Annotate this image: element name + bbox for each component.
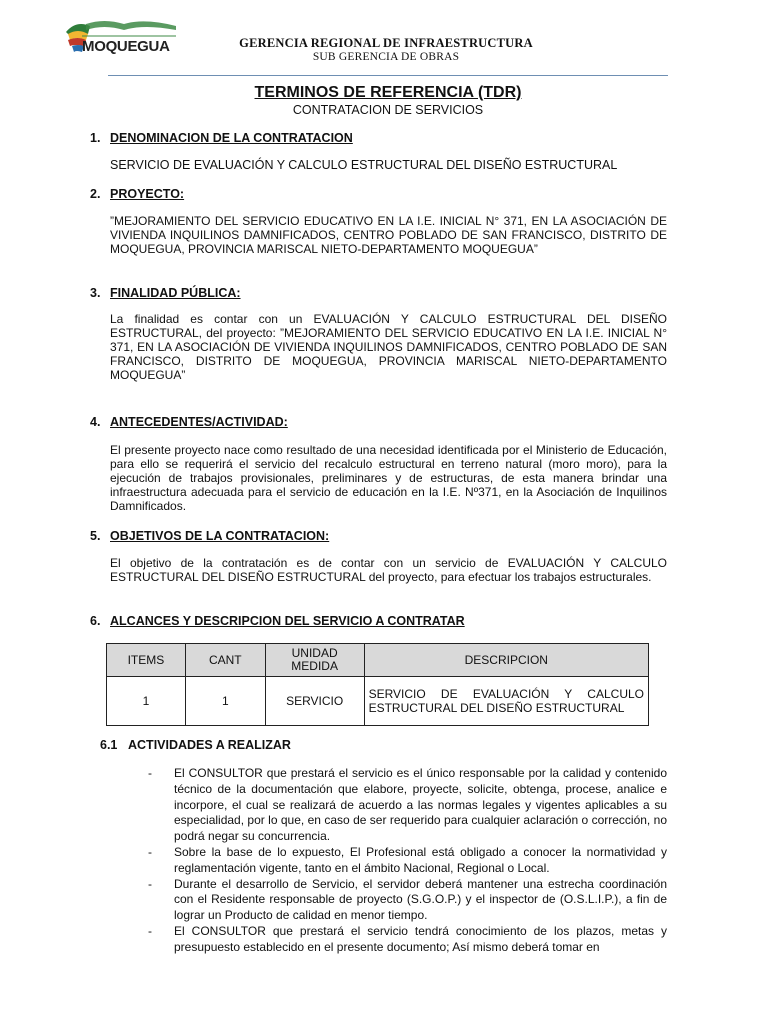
- list-item: [148, 924, 667, 956]
- bullet-dash-icon: -: [148, 766, 152, 780]
- section-2-heading: [90, 187, 184, 201]
- table-cell: SERVICIO: [265, 677, 364, 726]
- section-number: 1.: [90, 131, 101, 145]
- services-table: [106, 643, 649, 726]
- document-subtitle: CONTRATACION DE SERVICIOS: [292, 103, 484, 117]
- document-title: TERMINOS DE REFERENCIA (TDR): [254, 84, 522, 101]
- section-number: 6.: [90, 614, 101, 628]
- logo-text: MOQUEGUA: [82, 38, 170, 55]
- section-3-heading: [90, 286, 241, 300]
- table-header-cell: ITEMS: [107, 644, 186, 677]
- subsection-number: 6.1: [100, 738, 118, 752]
- table-header-cell: DESCRIPCION: [364, 644, 648, 677]
- section-number: 3.: [90, 286, 101, 300]
- section-1-body: SERVICIO DE EVALUACIÓN Y CALCULO ESTRUCTURAL DEL DISEÑO ESTRUCTURAL: [110, 158, 618, 172]
- section-title: FINALIDAD PÚBLICA:: [110, 286, 241, 300]
- bullet-dash-icon: -: [148, 844, 152, 859]
- header-divider: [108, 75, 668, 76]
- section-4-heading: [90, 415, 288, 429]
- list-item: [148, 766, 667, 845]
- section-title: PROYECTO:: [110, 187, 185, 201]
- section-number: 2.: [90, 187, 101, 201]
- section-5-body: El objetivo de la contratación es de contar con un servicio de EVALUACIÓN Y CALCULO ESTRUCTURAL DEL DISEÑO ESTRUCTURAL del proyecto, para efectuar los trabajos estructurales.: [110, 556, 667, 584]
- table-cell: SERVICIO DE EVALUACIÓN Y CALCULO ESTRUCTURAL DEL DISEÑO ESTRUCTURAL: [364, 677, 648, 726]
- activities-list: [148, 766, 667, 956]
- list-item-text: El CONSULTOR que prestará el servicio es el único responsable por la calidad y contenido técnico de la documentación que elabore, proyecte, solicite, obtenga, procese, analice e incorpore, el cual se realizará de acuerdo a las normas legales y vigentes aplicables a su especialidad, por lo que, en caso de ser requerido para cualquier aclaración o corrección, no podrá negar su concurrencia.: [174, 766, 667, 844]
- section-number: 5.: [90, 529, 101, 543]
- section-title: ALCANCES Y DESCRIPCION DEL SERVICIO A CONTRATAR: [110, 614, 465, 628]
- section-number: 4.: [90, 415, 101, 429]
- unidad-medida-header: UNIDAD MEDIDA: [291, 646, 338, 673]
- list-item: [148, 845, 667, 877]
- table-cell: 1: [107, 677, 186, 726]
- subsection-heading: [100, 738, 291, 752]
- table-cell: 1: [185, 677, 265, 726]
- section-6-heading: [90, 614, 465, 628]
- section-2-body: ”MEJORAMIENTO DEL SERVICIO EDUCATIVO EN LA I.E. INICIAL N° 371, EN LA ASOCIACIÓN DE VIVIENDA INQUILINOS DAMNIFICADOS, CENTRO POBLADO DE SAN FRANCISCO, DISTRITO DE MOQUEGUA, PROVINCIA MARISCAL NIETO-DEPARTAMENTO MOQUEGUA”: [110, 214, 667, 256]
- section-1-heading: [90, 131, 353, 145]
- section-3-body: La finalidad es contar con un EVALUACIÓN Y CALCULO ESTRUCTURAL DEL DISEÑO ESTRUCTURAL, del proyecto: ”MEJORAMIENTO DEL SERVICIO EDUCATIVO EN LA I.E. INICIAL N° 371, EN LA ASOCIACIÓN DE VIVIENDA INQUILINOS DAMNIFICADOS, CENTRO POBLADO DE SAN FRANCISCO, DISTRITO DE MOQUEGUA, PROVINCIA MARISCAL NIETO-DEPARTAMENTO MOQUEGUA”: [110, 312, 667, 382]
- list-item-text: Sobre la base de lo expuesto, El Profesional está obligado a conocer la normatividad y reglamentación vigente, tanto en el ámbito Nacional, Regional o Local.: [174, 844, 667, 875]
- list-item: [148, 877, 667, 924]
- section-title: DENOMINACION DE LA CONTRATACION: [110, 131, 353, 145]
- org-line-2: SUB GERENCIA DE OBRAS: [312, 51, 460, 63]
- section-5-heading: [90, 529, 329, 543]
- section-4-body: El presente proyecto nace como resultado de una necesidad identificada por el Ministerio de Educación, para ello se requerirá el servicio del recalculo estructural en terreno natural (moro moro), para la ejecución de trabajos provisionales, preliminares y de estructuras, de esta manera brindar una infraestructura adecuada para el servicio de educación en la I.E. Nº371, en la Asociación de Inquilinos Damnificados.: [110, 443, 667, 513]
- bullet-dash-icon: -: [148, 923, 152, 938]
- table-header-cell: [265, 644, 364, 677]
- table-row: [107, 677, 649, 726]
- section-title: ANTECEDENTES/ACTIVIDAD:: [110, 415, 288, 429]
- moquegua-logo: [64, 18, 182, 58]
- list-item-text: Durante el desarrollo de Servicio, el servidor deberá mantener una estrecha coordinación con el Residente responsable de proyecto (S.G.O.P.) y el inspector de (O.S.L.I.P.), a fin de lograr un Producto de calidad en menor tiempo.: [174, 876, 667, 923]
- bullet-dash-icon: -: [148, 876, 152, 891]
- table-header-cell: CANT: [185, 644, 265, 677]
- section-title: OBJETIVOS DE LA CONTRATACION:: [110, 529, 330, 543]
- org-line-1: GERENCIA REGIONAL DE INFRAESTRUCTURA: [239, 36, 533, 50]
- table-header-row: [107, 644, 649, 677]
- subsection-title: ACTIVIDADES A REALIZAR: [128, 738, 291, 752]
- list-item-text: El CONSULTOR que prestará el servicio tendrá conocimiento de los plazos, metas y presupuesto establecido en el presente documento; Así mismo deberá tomar en: [174, 923, 667, 954]
